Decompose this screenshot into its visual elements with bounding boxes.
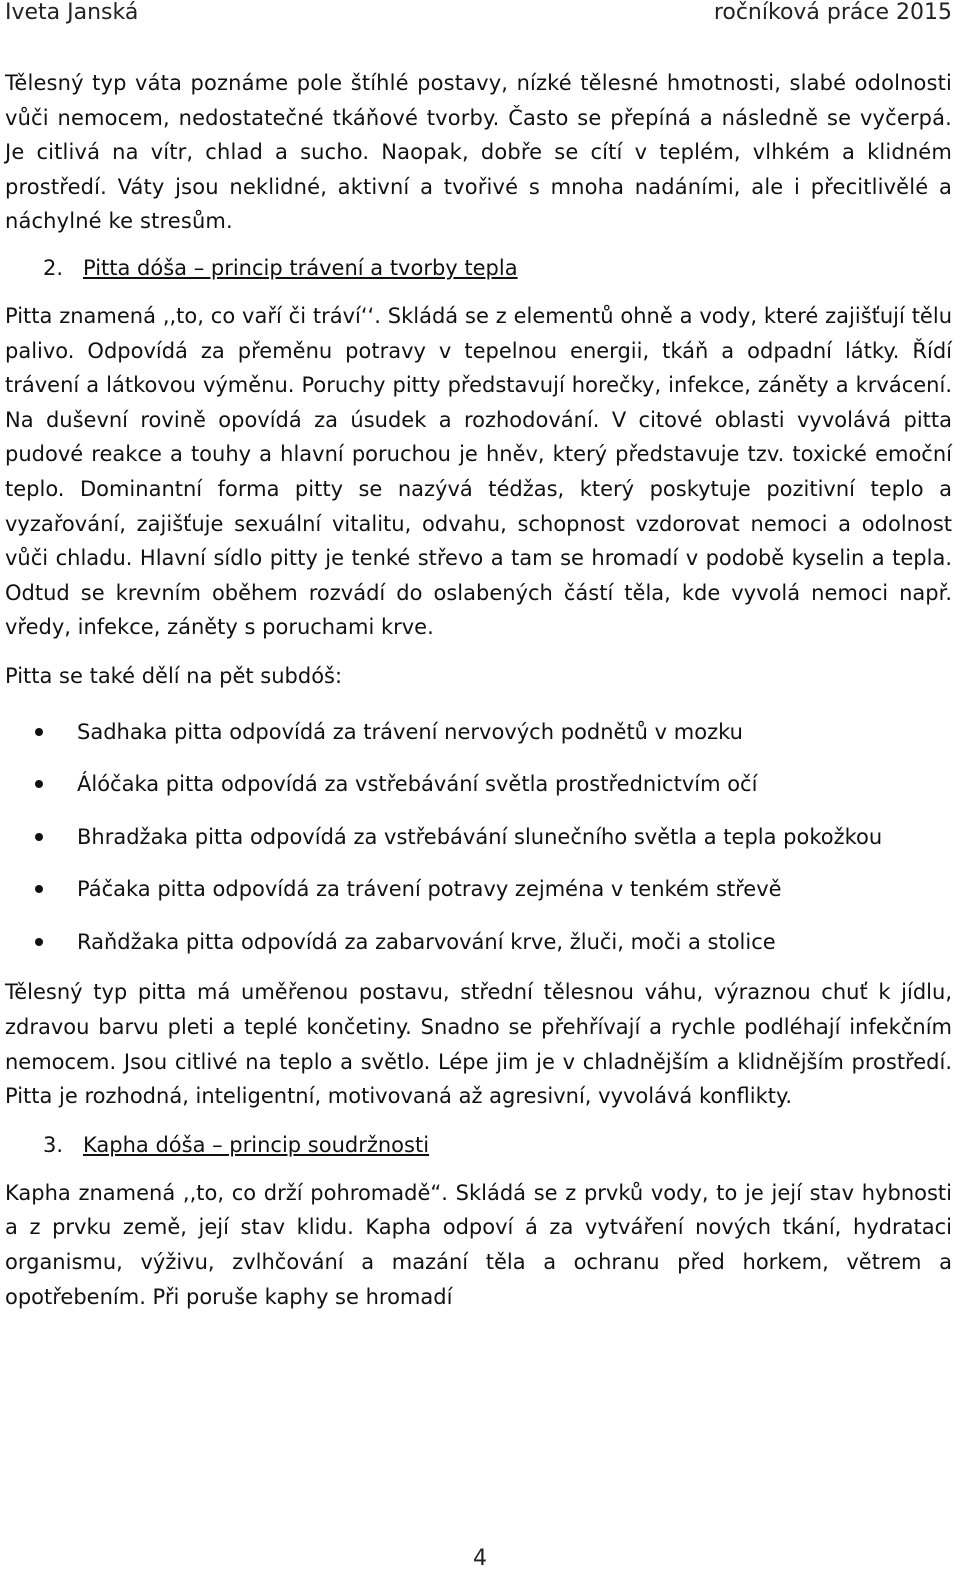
section-number: 3. <box>43 1132 64 1157</box>
header-author: Iveta Janská <box>5 0 139 25</box>
subdosha-list <box>5 715 952 960</box>
page-content <box>5 66 952 1314</box>
list-item <box>5 872 952 907</box>
pitta-body-paragraph: Tělesný typ pitta má uměřenou postavu, střední tělesnou váhu, výraznou chuť k jídlu, zdravou barvu pleti a teplé končetiny. Snadno se přehřívají a rychle podléhají infekčním nemocem. Jsou citlivé na teplo a světlo. Lépe jim je v chladnějším a klidnějším prostředí. Pitta je rozhodná, inteligentní, motivovaná až agresivní, vyvolává konflikty. <box>5 980 952 1109</box>
list-item <box>5 715 952 750</box>
header-document-type: ročníková práce 2015 <box>713 0 952 25</box>
page-header <box>5 0 952 30</box>
subdosha-intro: Pitta se také dělí na pět subdóš: <box>5 663 343 688</box>
kapha-intro-paragraph: Kapha znamená ,,to, co drží pohromadě“. Skládá se z prvků vody, to je její stav hybnosti a z prvku země, její stav klidu. Kapha odpoví á za vytváření nových tkání, hydrataci organismu, výživu, zvlhčování a mazání těla a ochranu před horkem, větrem a opotřebením. Při poruše kaphy se hromadí <box>5 1180 952 1309</box>
list-item <box>5 925 952 960</box>
bullet-icon <box>35 780 43 788</box>
list-item-text: Álóčaka pitta odpovídá za vstřebávání světla prostřednictvím očí <box>77 772 758 797</box>
page-number: 4 <box>473 1546 487 1571</box>
section-heading-pitta <box>5 253 952 283</box>
bullet-icon <box>35 885 43 893</box>
list-item <box>5 820 952 855</box>
bullet-icon <box>35 728 43 736</box>
section-number: 2. <box>43 255 64 280</box>
section-title: Kapha dóša – princip soudržnosti <box>83 1132 430 1157</box>
bullet-icon <box>35 938 43 946</box>
list-item-text: Raňdžaka pitta odpovídá za zabarvování krve, žluči, moči a stolice <box>77 929 776 954</box>
list-item <box>5 767 952 802</box>
section-title: Pitta dóša – princip trávení a tvorby tepla <box>83 255 518 280</box>
list-item-text: Sadhaka pitta odpovídá za trávení nervových podnětů v mozku <box>77 719 743 744</box>
pitta-intro-paragraph: Pitta znamená ,,to, co vaří či tráví‘‘. Skládá se z elementů ohně a vody, které zajišťují tělu palivo. Odpovídá za přeměnu potravy v tepelnou energii, tkáň a odpadní látky. Řídí trávení a látkovou výměnu. Poruchy pitty představují horečky, infekce, záněty a krvácení. Na duševní rovině opovídá za úsudek a rozhodování. V citové oblasti vyvolává pitta pudové reakce a touhy a hlavní poruchou je hněv, který představuje tzv. toxické emoční teplo. Dominantní forma pitty se nazývá tédžas, který poskytuje pozitivní teplo a vyzařování, zajišťuje sexuální vitalitu, odvahu, schopnost vzdorovat nemoci a odolnost vůči chladu. Hlavní sídlo pitty je tenké střevo a tam se hromadí v podobě kyselin a tepla. Odtud se krevním oběhem rozvádí do oslabených částí těla, kde vyvolá nemoci např. vředy, infekce, záněty s poruchami krve. <box>5 303 952 640</box>
bullet-icon <box>35 833 43 841</box>
list-item-text: Páčaka pitta odpovídá za trávení potravy zejména v tenkém střevě <box>77 877 782 902</box>
section-heading-kapha <box>5 1130 952 1160</box>
vata-body-paragraph: Tělesný typ váta poznáme pole štíhlé postavy, nízké tělesné hmotnosti, slabé odolnosti vůči nemocem, nedostatečné tkáňové tvorby. Často se přepíná a následně se vyčerpá. Je citlivá na vítr, chlad a sucho. Naopak, dobře se cítí v teplém, vlhkém a klidném prostředí. Váty jsou neklidné, aktivní a tvořivé s mnoha nadáními, ale i přecitlivělé a náchylné ke stresům. <box>5 71 952 234</box>
list-item-text: Bhradžaka pitta odpovídá za vstřebávání slunečního světla a tepla pokožkou <box>77 824 883 849</box>
